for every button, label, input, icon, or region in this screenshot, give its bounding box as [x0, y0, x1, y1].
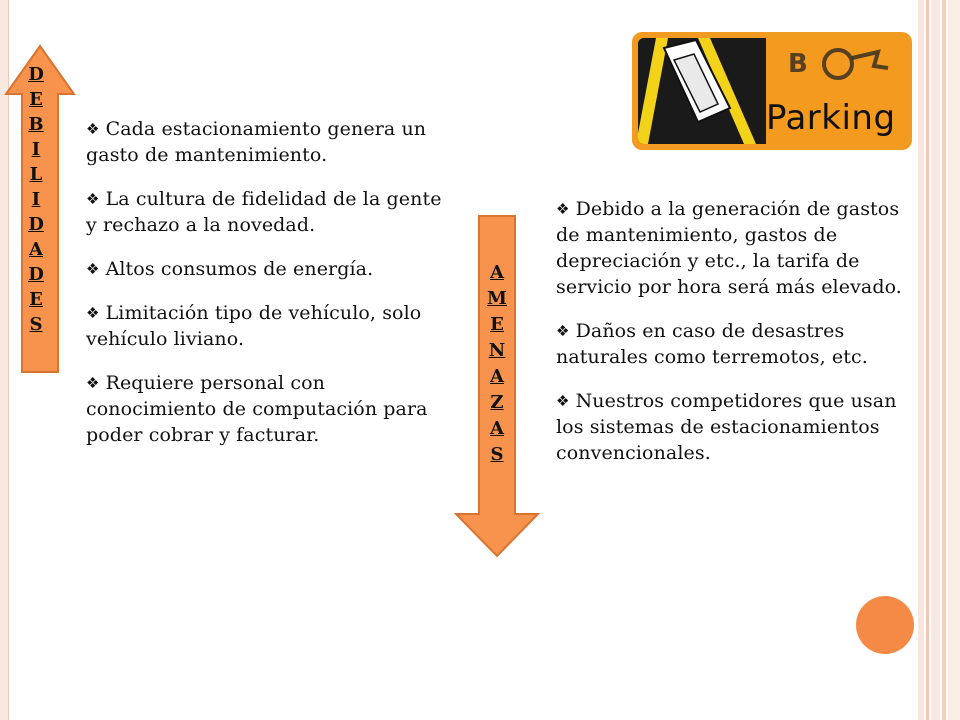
- list-item: [86, 116, 458, 168]
- list-item: [86, 300, 458, 352]
- diamond-bullet-icon: ❖: [86, 190, 100, 208]
- arrow-letter: B: [28, 114, 44, 135]
- list-item-text: Requiere personal con conocimiento de computación para poder cobrar y facturar.: [86, 372, 428, 446]
- arrow-letter: A: [490, 262, 504, 283]
- amenazas-list: [556, 196, 918, 484]
- svg-text:B: B: [788, 49, 808, 79]
- arrow-letter: M: [487, 288, 507, 309]
- arrow-letter: S: [490, 444, 504, 465]
- right-stripe: [931, 0, 940, 720]
- list-item: [86, 256, 458, 282]
- diamond-bullet-icon: ❖: [86, 304, 100, 322]
- diamond-bullet-icon: ❖: [86, 120, 100, 138]
- diamond-bullet-icon: ❖: [556, 392, 570, 410]
- arrow-letter: D: [28, 214, 44, 235]
- arrow-letter: N: [488, 340, 506, 361]
- amenazas-label: [483, 264, 511, 472]
- arrow-letter: E: [29, 89, 43, 110]
- arrow-letter: D: [28, 264, 44, 285]
- arrow-letter: L: [29, 164, 43, 185]
- decorative-circle: [856, 596, 914, 654]
- right-stripe: [926, 0, 929, 720]
- arrow-letter: E: [490, 314, 504, 335]
- arrow-letter: A: [490, 418, 504, 439]
- diamond-bullet-icon: ❖: [556, 322, 570, 340]
- debilidades-label: [22, 66, 50, 341]
- diamond-bullet-icon: ❖: [86, 260, 100, 278]
- arrow-letter: I: [31, 139, 41, 160]
- list-item-text: Debido a la generación de gastos de mantenimiento, gastos de depreciación y etc., la tarifa de servicio por hora será más elevado.: [556, 198, 902, 298]
- diamond-bullet-icon: ❖: [86, 374, 100, 392]
- list-item-text: Cada estacionamiento genera un gasto de mantenimiento.: [86, 118, 427, 166]
- parking-logo: [632, 32, 912, 150]
- list-item-text: Limitación tipo de vehículo, solo vehículo liviano.: [86, 302, 422, 350]
- list-item-text: Daños en caso de desastres naturales como terremotos, etc.: [556, 320, 868, 368]
- arrow-letter: I: [31, 189, 41, 210]
- list-item: [86, 370, 458, 448]
- parking-logo-panel: [638, 38, 906, 144]
- arrow-letter: E: [29, 289, 43, 310]
- arrow-letter: Z: [490, 392, 504, 413]
- right-stripe: [948, 0, 960, 720]
- list-item-text: Altos consumos de energía.: [105, 258, 374, 280]
- list-item: [556, 388, 918, 466]
- list-item-text: Nuestros competidores que usan los sistemas de estacionamientos convencionales.: [556, 390, 897, 464]
- arrow-letter: A: [29, 239, 43, 260]
- debilidades-list: [86, 116, 458, 466]
- list-item: [556, 318, 918, 370]
- list-item: [556, 196, 918, 300]
- right-stripe: [918, 0, 924, 720]
- arrow-letter: S: [29, 314, 43, 335]
- list-item-text: La cultura de fidelidad de la gente y rechazo a la novedad.: [86, 188, 442, 236]
- arrow-letter: D: [28, 64, 44, 85]
- list-item: [86, 186, 458, 238]
- right-stripe: [942, 0, 946, 720]
- arrow-letter: A: [490, 366, 504, 387]
- parking-logo-word: Parking: [766, 98, 896, 138]
- diamond-bullet-icon: ❖: [556, 200, 570, 218]
